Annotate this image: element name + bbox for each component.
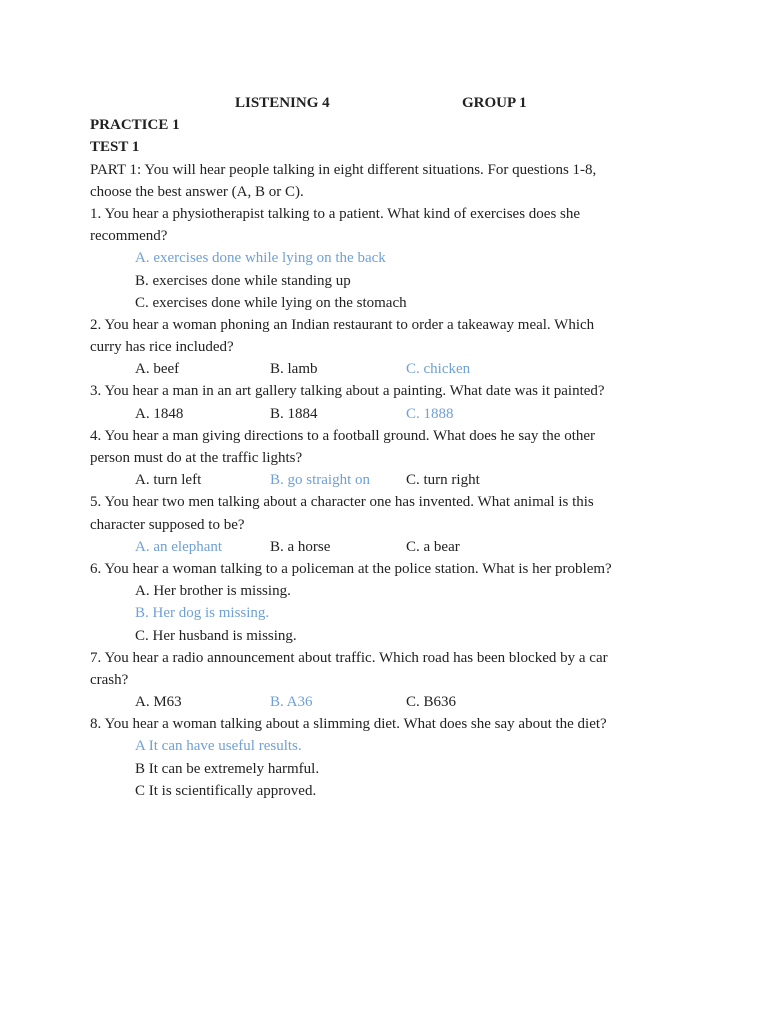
question-2-option-a: A. beef <box>135 361 180 378</box>
question-3-option-c: C. 1888 <box>406 405 454 422</box>
question-2-option-c: C. chicken <box>406 361 471 378</box>
question-5-text-cont: character supposed to be? <box>90 516 245 533</box>
question-5-text: 5. You hear two men talking about a character one has invented. What animal is this <box>90 494 594 511</box>
question-7-options <box>90 691 670 713</box>
question-5-option-a: A. an elephant <box>135 538 223 555</box>
group-label: GROUP 1 <box>462 95 527 111</box>
question-4-option-c: C. turn right <box>406 472 480 489</box>
question-8-option-b: B It can be extremely harmful. <box>135 760 320 777</box>
question-7-option-a: A. M63 <box>135 694 182 711</box>
question-1-option-c: C. exercises done while lying on the stomach <box>135 294 407 311</box>
question-5-option-b: B. a horse <box>270 538 331 555</box>
test-heading: TEST 1 <box>90 139 140 156</box>
question-1-option-a: A. exercises done while lying on the back <box>135 250 386 267</box>
question-7-option-c: C. B636 <box>406 694 457 711</box>
question-6-text: 6. You hear a woman talking to a policeman at the police station. What is her problem? <box>90 560 612 577</box>
question-3-option-a: A. 1848 <box>135 405 184 422</box>
question-3-option-b: B. 1884 <box>270 405 318 422</box>
question-8-option-c: C It is scientifically approved. <box>135 782 317 799</box>
question-7-text: 7. You hear a radio announcement about traffic. Which road has been blocked by a car <box>90 649 608 666</box>
part-instruction-line-2: choose the best answer (A, B or C). <box>90 183 304 200</box>
question-6-option-a: A. Her brother is missing. <box>135 583 291 600</box>
question-8-text: 8. You hear a woman talking about a slimming diet. What does she say about the diet? <box>90 716 607 733</box>
question-1-text: 1. You hear a physiotherapist talking to a patient. What kind of exercises does she <box>90 205 581 222</box>
question-7-text-cont: crash? <box>90 671 129 688</box>
question-4-text-cont: person must do at the traffic lights? <box>90 450 303 466</box>
question-8-option-a: A It can have useful results. <box>135 738 302 755</box>
question-6-option-b: B. Her dog is missing. <box>135 605 270 622</box>
question-5-option-c: C. a bear <box>406 538 460 555</box>
question-1-text-cont: recommend? <box>90 228 168 245</box>
question-7-option-b: B. A36 <box>270 694 313 711</box>
header-line <box>90 92 670 114</box>
question-2-option-b: B. lamb <box>270 361 318 378</box>
question-3-text: 3. You hear a man in an art gallery talking about a painting. What date was it painted? <box>90 383 605 400</box>
listening-title: LISTENING 4 <box>235 95 330 111</box>
question-4-options <box>90 469 670 491</box>
document-page <box>90 92 670 802</box>
question-2-text: 2. You hear a woman phoning an Indian restaurant to order a takeaway meal. Which <box>90 316 595 333</box>
question-3-options <box>90 403 670 425</box>
question-6-option-c: C. Her husband is missing. <box>135 627 297 644</box>
question-4-option-a: A. turn left <box>135 472 202 489</box>
question-2-options <box>90 358 670 380</box>
question-4-option-b: B. go straight on <box>270 472 370 489</box>
question-5-options <box>90 536 670 558</box>
question-4-text: 4. You hear a man giving directions to a football ground. What does he say the other <box>90 427 596 444</box>
question-1-option-b: B. exercises done while standing up <box>135 272 351 289</box>
question-2-text-cont: curry has rice included? <box>90 339 234 356</box>
practice-heading: PRACTICE 1 <box>90 117 180 134</box>
part-instruction-line-1: PART 1: You will hear people talking in eight different situations. For questions 1-8, <box>90 161 597 178</box>
